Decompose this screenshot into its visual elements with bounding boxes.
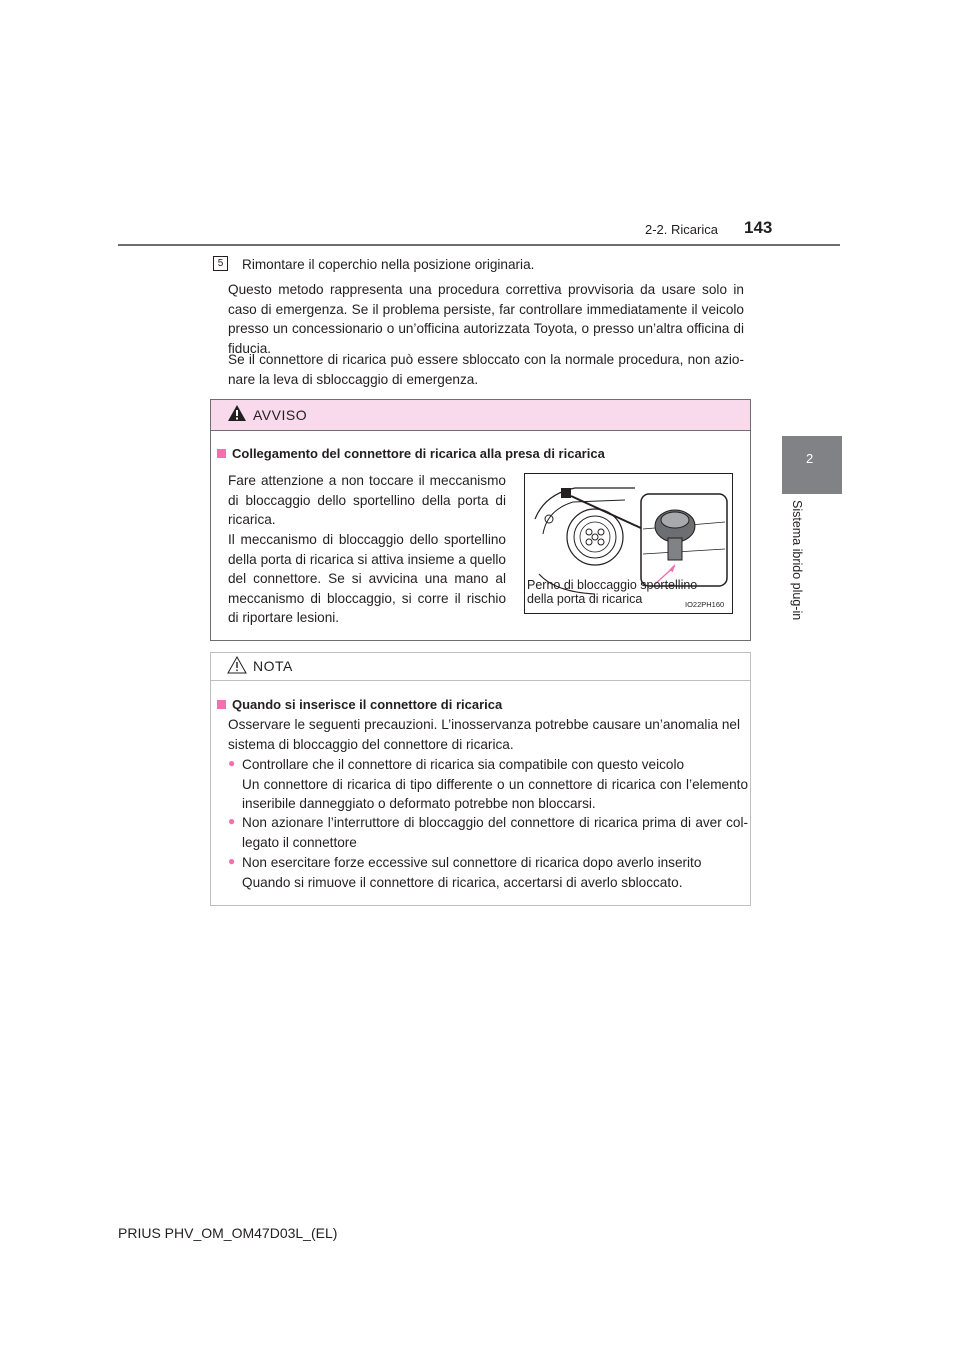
warning-paragraph-2: Il meccanismo di bloccaggio dello sportellino della porta di ricarica si attiva insieme a quello del connettore. Se si avvicina una mano al meccanismo di bloccaggio, si corre il rischio di riportare lesioni. [228,532,506,625]
paragraph-normal-unlock: Se il connettore di ricarica può essere sbloccato con la normale procedura, non azio-nare la leva di sbloccaggio di emergenza. [228,352,744,387]
square-bullet-icon [217,449,226,458]
document-code: PRIUS PHV_OM_OM47D03L_(EL) [118,1225,338,1241]
figure-label [527,578,697,606]
note-item-line-2: Un connettore di ricarica di tipo differente o un connettore di ricarica con l’elemento inseribile danneggiato o deformato potrebbe non bloccarsi. [242,776,748,811]
note-item [228,813,748,852]
note-item-line-1: Controllare che il connettore di ricarica sia compatibile con questo veicolo [242,757,685,772]
figure-label-line-2: della porta di ricarica [527,592,643,606]
circle-bullet-icon: ● [228,756,236,770]
note-heading [217,696,737,714]
step-number-box: 5 [213,256,228,271]
warning-heading-text: Collegamento del connettore di ricarica alla presa di ricarica [232,446,605,461]
note-header [211,653,750,681]
section-title: 2-2. Ricarica [645,222,718,237]
note-item-line-1: Non esercitare forze eccessive sul connettore di ricarica dopo averlo inserito [242,855,702,870]
note-item [228,755,748,814]
note-item [228,853,748,892]
figure-label-line-1: Perno di bloccaggio sportellino [527,578,698,592]
note-item-line-2: Quando si rimuove il connettore di ricarica, accertarsi di averlo sbloccato. [242,874,683,890]
chapter-title-vertical [790,500,806,640]
step-text: Rimontare il coperchio nella posizione originaria. [242,257,535,272]
page-number: 143 [744,218,773,237]
header-rule [118,244,840,246]
warning-title: AVVISO [253,407,308,423]
paragraph-emergency: Questo metodo rappresenta una procedura correttiva provvisoria da usare solo in caso di emergenza. Se il problema persiste, far controllare immediatamente il veicolo presso un concessionario o un’officina autorizzata Toyota, o presso un’altra officina di fiducia. [228,282,744,356]
warning-triangle-icon [227,404,247,422]
warning-heading [217,445,737,463]
circle-bullet-icon: ● [228,854,236,868]
figure-code: IO22PH160 [685,600,725,609]
circle-bullet-icon: ● [228,814,236,828]
note-heading-text: Quando si inserisce il connettore di ricarica [232,697,503,712]
chapter-number: 2 [806,451,814,466]
chapter-title: Sistema ibrido plug-in [790,500,804,621]
warning-paragraph-1: Fare attenzione a non toccare il meccanismo di bloccaggio dello sportellino della porta di ricarica. [228,473,506,527]
note-title: NOTA [253,658,293,674]
square-bullet-icon [217,700,226,709]
note-intro: Osservare le seguenti precauzioni. L’inosservanza potrebbe causare un’anomalia nel sistema di bloccaggio del connettore di ricarica. [228,717,740,752]
caution-triangle-icon [227,656,247,674]
note-item-line-1: Non azionare l’interruttore di bloccaggio del connettore di ricarica prima di aver col-legato il connettore [242,815,748,850]
warning-header [211,400,750,431]
